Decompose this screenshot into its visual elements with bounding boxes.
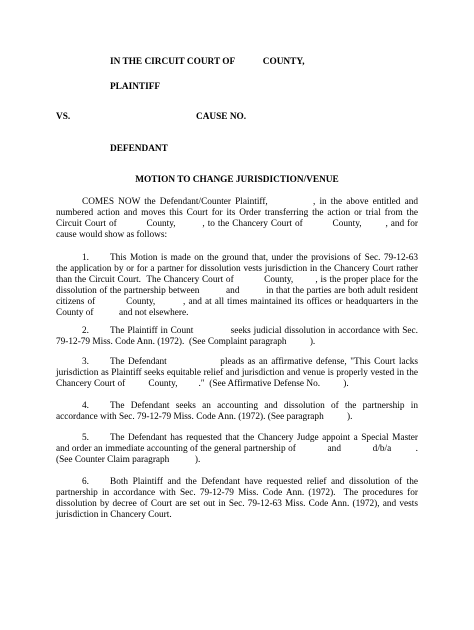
paragraph-line: The Defendant seeks an accounting and dissolution of the partnership in: [110, 401, 418, 411]
document-title: MOTION TO CHANGE JURISDICTION/VENUE: [135, 175, 339, 185]
paragraph-line: than the Circuit Court. The Chancery Court of County, , is the proper place for the: [56, 275, 418, 285]
paragraph-line: The Defendant has requested that the Chancery Judge appoint a Special Master: [110, 433, 418, 443]
paragraph-number: 2.: [82, 326, 89, 336]
paragraph-line: The Plaintiff in Count seeks judicial dissolution in accordance with Sec.: [110, 326, 418, 336]
paragraph-line: Chancery Court of County, ." (See Affirmative Defense No. ).: [56, 379, 349, 389]
paragraph-line: 79-12-79 Miss. Code Ann. (1972). (See Complaint paragraph ).: [56, 337, 316, 347]
intro-line: cause would show as follows:: [56, 230, 168, 240]
paragraph-line: jurisdiction as Plaintiff seeks equitable relief and jurisdiction and venue is properly vested in the: [56, 368, 418, 378]
paragraph-line: jurisdiction in Chancery Court.: [56, 510, 172, 520]
paragraph-number: 4.: [82, 401, 89, 411]
paragraph-line: dissolution of the partnership between and in that the parties are both adult resident: [56, 286, 418, 296]
intro-line: Circuit Court of County, , to the Chancery Court of County, , and for: [56, 219, 418, 229]
paragraph-line: the application by or for a partner for dissolution vests jurisdiction in the Chancery Court rather: [56, 264, 418, 274]
plaintiff-label: PLAINTIFF: [110, 82, 161, 92]
intro-line: COMES NOW the Defendant/Counter Plaintiff, , in the above entitled and: [82, 197, 418, 207]
paragraph-line: citizens of County, , and at all times maintained its offices or headquarters in the: [56, 297, 418, 307]
paragraph-line: (See Counter Claim paragraph ).: [56, 455, 201, 465]
paragraph-line: and order an immediate accounting of the general partnership of and d/b/a .: [56, 444, 418, 454]
paragraph-line: dissolution by decree of Court are set out in Sec. 79-12-63 Miss. Code Ann. (1972), and vests: [56, 499, 418, 509]
paragraph-number: 3.: [82, 357, 89, 367]
court-caption: IN THE CIRCUIT COURT OF COUNTY,: [110, 57, 305, 67]
paragraph-line: partnership in accordance with Sec. 79-12-79 Miss. Code Ann. (1972). The procedures for: [56, 488, 418, 498]
intro-line: numbered action and moves this Court for its Order transferring the action or trial from the: [56, 208, 418, 218]
paragraph-line: accordance with Sec. 79-12-79 Miss. Code Ann. (1972). (See paragraph ).: [56, 412, 353, 422]
paragraph-line: Both Plaintiff and the Defendant have requested relief and dissolution of the: [110, 477, 418, 487]
paragraph-number: 1.: [82, 253, 89, 263]
versus-label: VS.: [56, 112, 71, 122]
paragraph-line: This Motion is made on the ground that, under the provisions of Sec. 79-12-63: [110, 253, 418, 263]
defendant-label: DEFENDANT: [110, 144, 168, 154]
cause-number-label: CAUSE NO.: [196, 112, 247, 122]
paragraph-line: County of and not elsewhere.: [56, 308, 189, 318]
paragraph-line: The Defendant pleads as an affirmative defense, "This Court lacks: [110, 357, 418, 367]
paragraph-number: 6.: [82, 477, 89, 487]
paragraph-number: 5.: [82, 433, 89, 443]
